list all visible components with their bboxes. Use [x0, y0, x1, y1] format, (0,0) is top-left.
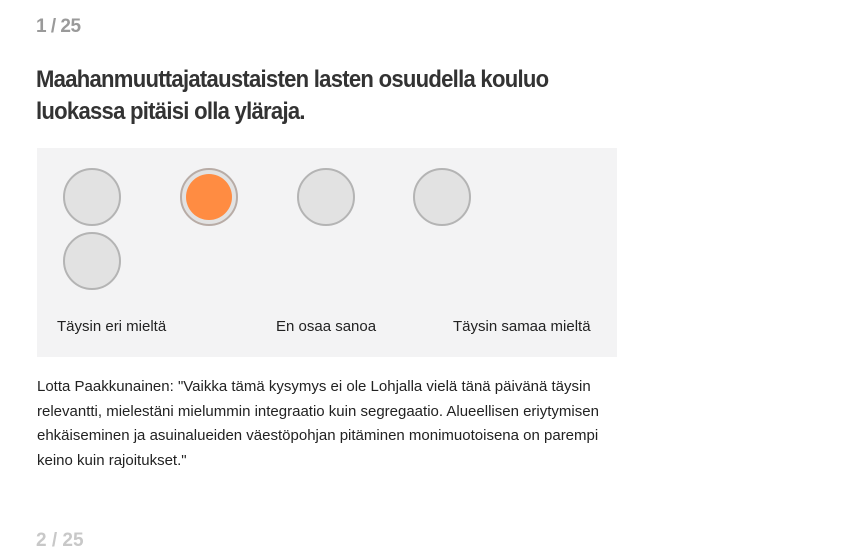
answer-scale	[37, 148, 617, 357]
answer-option-1[interactable]	[63, 168, 121, 226]
question-text: Maahanmuuttajataustaisten lasten osuudella kouluo luokassa pitäisi olla yläraja.	[36, 66, 549, 125]
scale-label-agree: Täysin samaa mieltä	[453, 318, 591, 335]
candidate-comment: Lotta Paakkunainen: "Vaikka tämä kysymys ei ole Lohjalla vielä tänä päivänä täysin relevantti, mielestäni mielummin integraatio kuin segregaatio. Alueellisen eriytymisen ehkäiseminen ja asuinalueiden väestöpohjan pitäminen monimuotoisena on parempi keino kuin rajoitukset."	[37, 378, 599, 469]
scale-label-disagree: Täysin eri mieltä	[57, 318, 167, 335]
next-question-counter: 2 / 25	[36, 530, 84, 551]
scale-label-neutral: En osaa sanoa	[276, 318, 377, 335]
answer-option-3[interactable]	[297, 168, 355, 226]
answer-option-5[interactable]	[63, 232, 121, 290]
answer-option-4[interactable]	[413, 168, 471, 226]
question-counter: 1 / 25	[36, 16, 81, 37]
answer-option-2-selected[interactable]	[180, 168, 238, 226]
